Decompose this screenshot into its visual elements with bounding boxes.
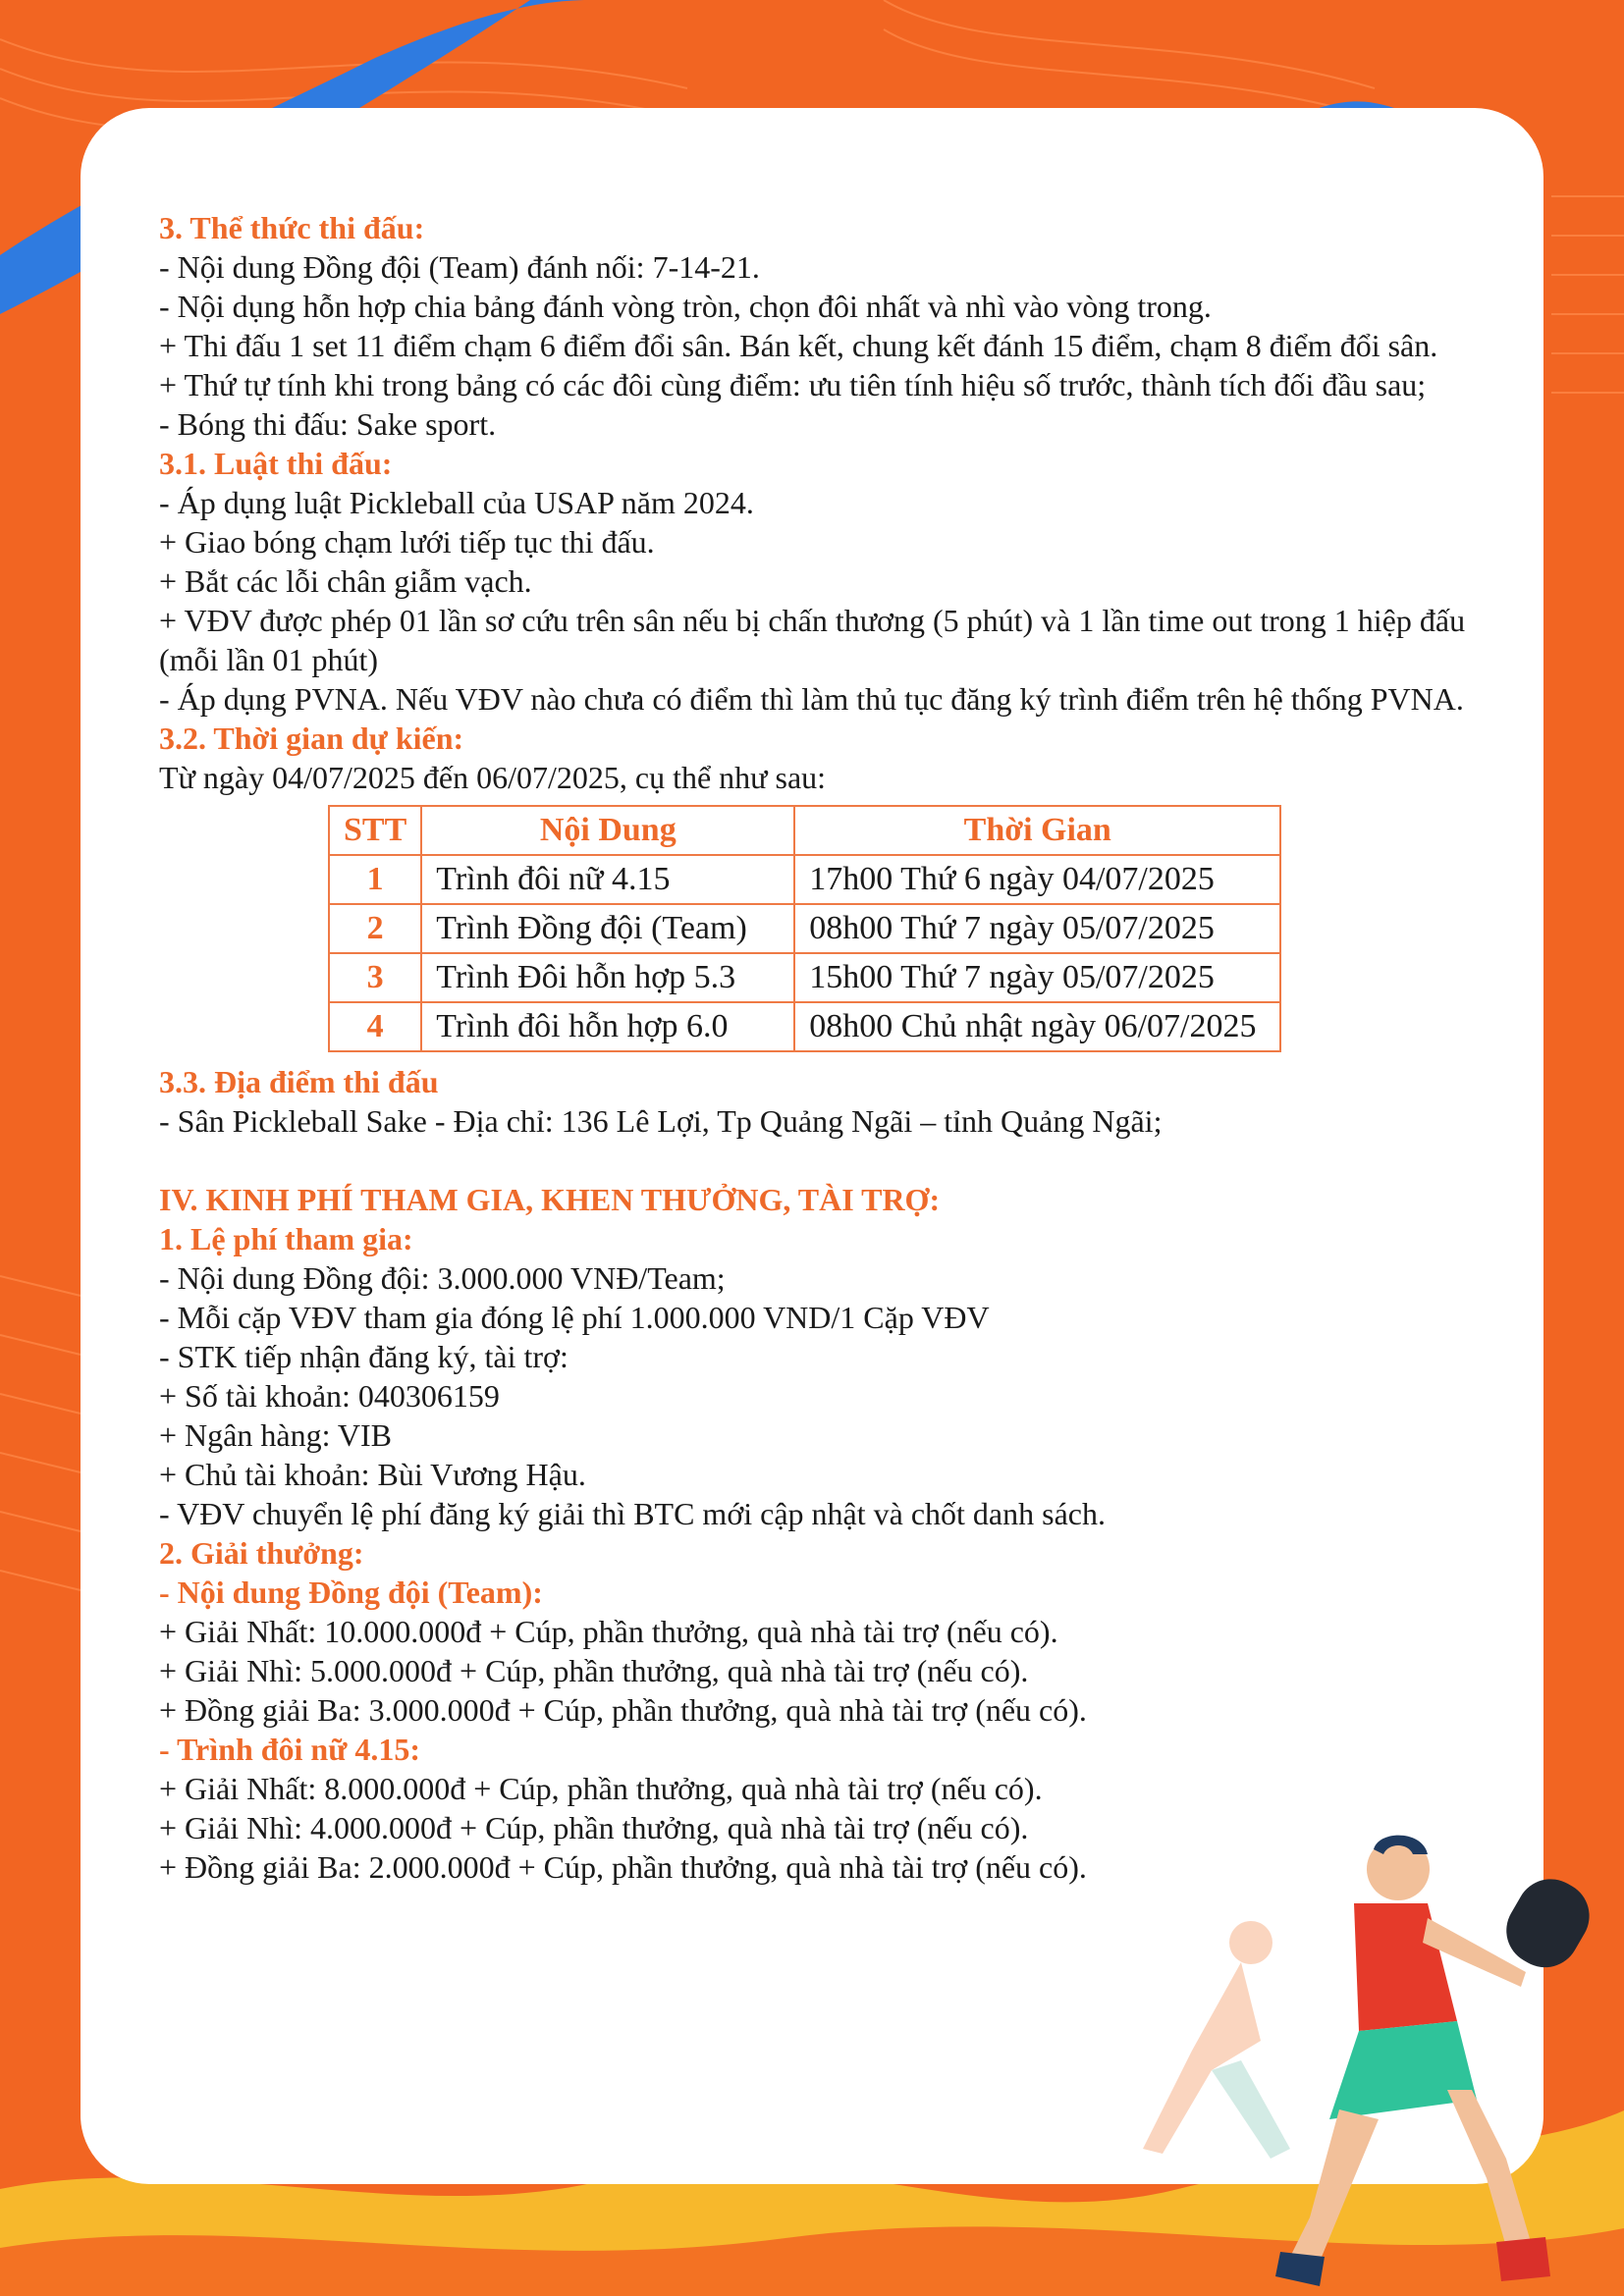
section-heading: 3.1. Luật thi đấu: — [159, 446, 393, 481]
text-line: + Đồng giải Ba: 3.000.000đ + Cúp, phần thưởng, quà nhà tài trợ (nếu có). — [159, 1692, 1087, 1728]
table-cell: Trình Đồng đội (Team) — [421, 904, 794, 953]
subsection-heading: 1. Lệ phí tham gia: — [159, 1221, 413, 1256]
text-line: - Bóng thi đấu: Sake sport. — [159, 406, 497, 442]
table-row — [329, 953, 1280, 1002]
table-cell: Trình đôi hỗn hợp 6.0 — [421, 1002, 794, 1051]
text-line: + Bắt các lỗi chân giẫm vạch. — [159, 563, 532, 599]
column-header: STT — [329, 806, 421, 855]
table-cell: 3 — [329, 953, 421, 1002]
text-line: - Áp dụng luật Pickleball của USAP năm 2024. — [159, 485, 754, 520]
text-line: + Giải Nhì: 4.000.000đ + Cúp, phần thưởng, quà nhà tài trợ (nếu có). — [159, 1810, 1029, 1845]
text-line: + Ngân hàng: VIB — [159, 1417, 392, 1453]
text-line: + Giao bóng chạm lưới tiếp tục thi đấu. — [159, 524, 655, 560]
section-heading: 3. Thể thức thi đấu: — [159, 210, 425, 245]
text-line: + Chủ tài khoản: Bùi Vương Hậu. — [159, 1457, 586, 1492]
text-line: + Thứ tự tính khi trong bảng có các đôi cùng điểm: ưu tiên tính hiệu số trước, thành tích đối đầu sau; — [159, 367, 1427, 402]
text-line: + Đồng giải Ba: 2.000.000đ + Cúp, phần thưởng, quà nhà tài trợ (nếu có). — [159, 1849, 1087, 1885]
text-line: + Giải Nhất: 8.000.000đ + Cúp, phần thưởng, quà nhà tài trợ (nếu có). — [159, 1771, 1043, 1806]
text-line: + Giải Nhất: 10.000.000đ + Cúp, phần thưởng, quà nhà tài trợ (nếu có). — [159, 1614, 1058, 1649]
table-cell: 4 — [329, 1002, 421, 1051]
column-header: Thời Gian — [794, 806, 1280, 855]
subsection-heading: - Nội dung Đồng đội (Team): — [159, 1575, 543, 1610]
subsection-heading: 2. Giải thưởng: — [159, 1535, 364, 1571]
section-heading: IV. KINH PHÍ THAM GIA, KHEN THƯỞNG, TÀI TRỢ: — [159, 1182, 941, 1217]
text-line: - Nội dụng hỗn hợp chia bảng đánh vòng tròn, chọn đôi nhất và nhì vào vòng trong. — [159, 289, 1212, 324]
section-heading: 3.2. Thời gian dự kiến: — [159, 721, 464, 756]
table-cell: 2 — [329, 904, 421, 953]
text-line: - Áp dụng PVNA. Nếu VĐV nào chưa có điểm thì làm thủ tục đăng ký trình điểm trên hệ thống PVNA. — [159, 681, 1464, 717]
table-cell: Trình Đôi hỗn hợp 5.3 — [421, 953, 794, 1002]
text-line: - Mỗi cặp VĐV tham gia đóng lệ phí 1.000.000 VND/1 Cặp VĐV — [159, 1300, 990, 1335]
pickleball-player-illustration — [1015, 1825, 1624, 2296]
text-line: + Số tài khoản: 040306159 — [159, 1378, 500, 1414]
table-cell: 08h00 Chủ nhật ngày 06/07/2025 — [794, 1002, 1280, 1051]
text-line: - Sân Pickleball Sake - Địa chỉ: 136 Lê Lợi, Tp Quảng Ngãi – tỉnh Quảng Ngãi; — [159, 1103, 1163, 1139]
table-cell: 15h00 Thứ 7 ngày 05/07/2025 — [794, 953, 1280, 1002]
table-row — [329, 1002, 1280, 1051]
document-body — [159, 208, 1475, 1887]
table-row — [329, 904, 1280, 953]
table-cell: Trình đôi nữ 4.15 — [421, 855, 794, 904]
section-heading: 3.3. Địa điểm thi đấu — [159, 1064, 439, 1099]
table-cell: 1 — [329, 855, 421, 904]
column-header: Nội Dung — [421, 806, 794, 855]
text-line: - Nội dung Đồng đội: 3.000.000 VNĐ/Team; — [159, 1260, 726, 1296]
text-line: - VĐV chuyển lệ phí đăng ký giải thì BTC mới cập nhật và chốt danh sách. — [159, 1496, 1106, 1531]
schedule-table — [328, 805, 1281, 1052]
table-header-row — [329, 806, 1280, 855]
text-line: Từ ngày 04/07/2025 đến 06/07/2025, cụ thể như sau: — [159, 760, 827, 795]
table-cell: 08h00 Thứ 7 ngày 05/07/2025 — [794, 904, 1280, 953]
text-line: - STK tiếp nhận đăng ký, tài trợ: — [159, 1339, 568, 1374]
text-line: + Thi đấu 1 set 11 điểm chạm 6 điểm đổi sân. Bán kết, chung kết đánh 15 điểm, chạm 8 điểm đổi sân. — [159, 328, 1438, 363]
table-cell: 17h00 Thứ 6 ngày 04/07/2025 — [794, 855, 1280, 904]
text-line: - Nội dung Đồng đội (Team) đánh nối: 7-14-21. — [159, 249, 760, 285]
table-row — [329, 855, 1280, 904]
text-line: + VĐV được phép 01 lần sơ cứu trên sân nếu bị chấn thương (5 phút) và 1 lần time out trong 1 hiệp đấu (mỗi lần 01 phút) — [159, 603, 1466, 677]
text-line: + Giải Nhì: 5.000.000đ + Cúp, phần thưởng, quà nhà tài trợ (nếu có). — [159, 1653, 1029, 1688]
subsection-heading: - Trình đôi nữ 4.15: — [159, 1732, 421, 1767]
